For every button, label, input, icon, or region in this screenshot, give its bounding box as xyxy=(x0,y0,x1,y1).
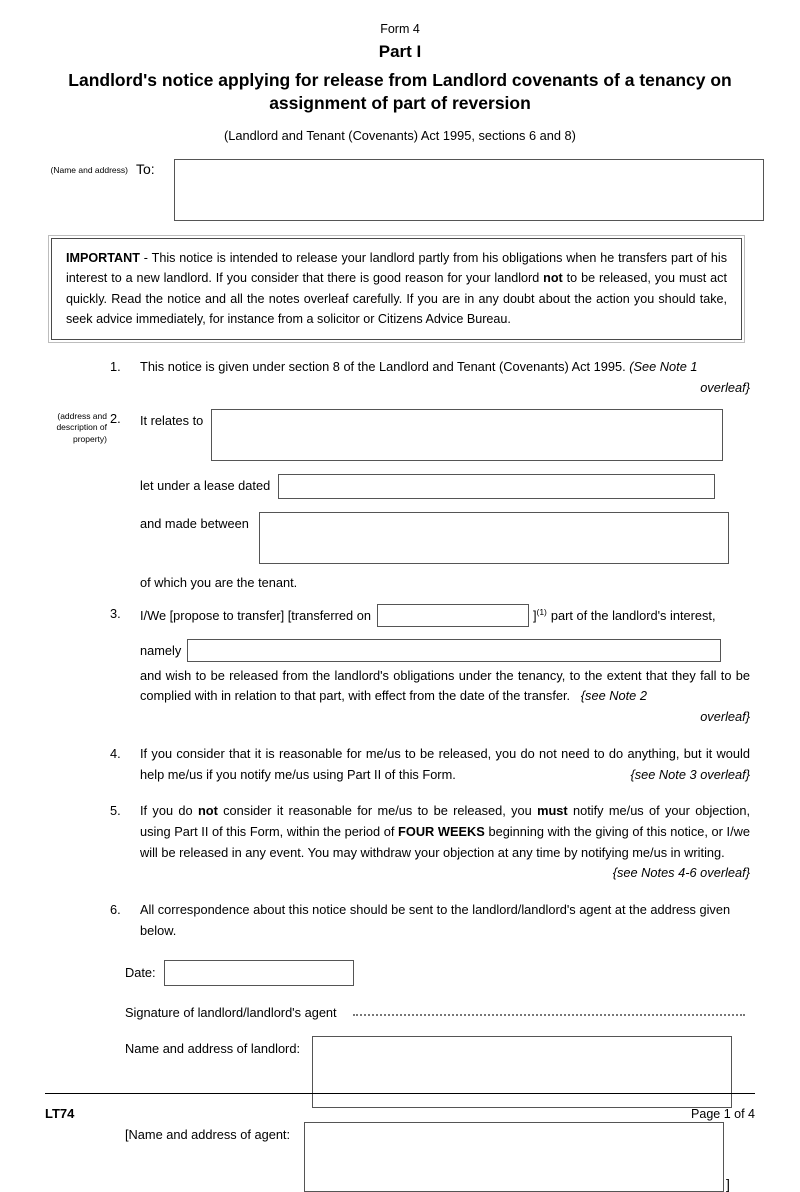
clause-6 xyxy=(0,900,800,941)
recipient-margin-note: (Name and address) xyxy=(50,164,128,175)
signature-field[interactable] xyxy=(353,1000,745,1016)
clause-3-number: 3. xyxy=(110,605,121,621)
clause-1-number: 1. xyxy=(110,359,121,375)
property-description-field[interactable] xyxy=(211,409,723,461)
clause-3-transfer-row xyxy=(140,604,800,627)
clause-2 xyxy=(0,409,800,594)
important-body-1: - This notice is intended to release your landlord partly from his obligations when he transfers part of his interest to a new landlord. If you consider that there is good reason for your landlord xyxy=(66,250,727,286)
transfer-date-field[interactable] xyxy=(377,604,529,627)
clause-5-number: 5. xyxy=(110,803,121,819)
lease-date-field[interactable] xyxy=(278,474,715,499)
recipient-label: To: xyxy=(136,160,155,177)
clause-1-note-overleaf: overleaf} xyxy=(700,380,750,396)
footer-divider xyxy=(45,1093,755,1094)
clause-2-lease-label: let under a lease dated xyxy=(140,477,271,493)
agent-address-label: [Name and address of agent: xyxy=(125,1126,291,1142)
clause-3 xyxy=(0,604,800,728)
clause-4-text: If you consider that it is reasonable for me/us to be released, you do not need to do anything, but it would help me/us if you notify me/us using Part II of this Form. xyxy=(140,745,750,782)
clause-3-lead-text: I/We [propose to transfer] [transferred on xyxy=(140,607,371,623)
recipient-name-address-field[interactable] xyxy=(174,159,764,221)
clause-2-between-row xyxy=(140,512,800,564)
part-label: Part I xyxy=(378,42,422,61)
clause-6-text: All correspondence about this notice should be sent to the landlord/landlord's agent at the address given below. xyxy=(140,902,731,938)
page-footer xyxy=(45,1093,755,1121)
signature-row xyxy=(125,1000,800,1022)
clause-6-number: 6. xyxy=(110,902,121,918)
clause-5-body xyxy=(140,801,800,884)
clause-1-note: (See Note 1 xyxy=(629,359,698,375)
important-notice xyxy=(48,235,745,344)
date-field[interactable] xyxy=(164,960,354,986)
clause-4-body xyxy=(140,744,800,785)
clause-3-text: and wish to be released from the landlord's obligations under the tenancy, to the extent that they fall to be complied with in relation to that part, with effect from the date of the transfer. xyxy=(140,667,750,704)
landlord-address-label: Name and address of landlord: xyxy=(125,1040,300,1056)
clause-5-note: {see Notes 4-6 overleaf} xyxy=(612,865,750,881)
clause-3-note-overleaf: overleaf} xyxy=(700,709,750,725)
important-emphasis-not: not xyxy=(543,271,563,286)
clause-3-text-line xyxy=(140,666,800,707)
lease-parties-field[interactable] xyxy=(259,512,729,564)
clause-4-text-line xyxy=(140,744,750,785)
signature-block xyxy=(0,960,800,1192)
statute-reference: (Landlord and Tenant (Covenants) Act 1995, sections 6 and 8) xyxy=(224,127,576,143)
clause-2-between-label: and made between xyxy=(140,515,249,531)
clause-2-number: 2. xyxy=(110,410,121,426)
clause-5-bold-must: must xyxy=(537,803,568,819)
clause-3-note: {see Note 2 xyxy=(580,688,647,704)
date-row xyxy=(125,960,800,986)
clause-5 xyxy=(0,801,800,884)
clause-3-body xyxy=(140,604,800,728)
clause-4-number: 4. xyxy=(110,745,121,761)
clause-4-note: {see Note 3 overleaf} xyxy=(630,766,750,782)
clause-1 xyxy=(0,357,800,398)
clause-2-lease-row xyxy=(140,474,800,499)
clause-2-body xyxy=(140,409,800,594)
date-label: Date: xyxy=(125,964,156,980)
clause-3-bracket-close: ] xyxy=(532,607,537,623)
transferred-part-field[interactable] xyxy=(187,639,721,662)
clause-2-tenant-line: of which you are the tenant. xyxy=(140,574,298,590)
important-notice-text xyxy=(66,248,727,330)
form-number: Form 4 xyxy=(380,22,420,36)
important-notice-inner xyxy=(51,238,742,341)
form-code: LT74 xyxy=(45,1106,75,1121)
clause-5-bold-not: not xyxy=(197,803,218,819)
clause-5-bold-four-weeks: FOUR WEEKS xyxy=(398,823,485,839)
clause-4 xyxy=(0,744,800,785)
agent-close-bracket: ] xyxy=(726,1175,730,1192)
signature-label: Signature of landlord/landlord's agent xyxy=(125,1004,337,1020)
clause-1-text: This notice is given under section 8 of the Landlord and Tenant (Covenants) Act 1995. xyxy=(140,359,626,375)
clause-1-body xyxy=(140,357,800,398)
agent-address-row xyxy=(125,1122,800,1192)
clause-6-body xyxy=(140,900,800,941)
clause-2-relates-row xyxy=(140,409,800,461)
recipient-row xyxy=(0,159,800,221)
clause-3-namely-label: namely xyxy=(140,642,182,658)
important-heading: IMPORTANT xyxy=(66,250,140,265)
clause-1-text-line xyxy=(140,357,750,378)
clause-3-after-box-text: part of the landlord's interest, xyxy=(550,607,716,623)
form-page xyxy=(0,22,800,1192)
clause-5-seg-4: beginning with the giving of this notice, or I/we will be released in any event. You may withdraw your objection at any time by notifying me/us in writing. xyxy=(140,823,750,860)
clause-5-text-line xyxy=(140,801,751,881)
agent-address-field[interactable] xyxy=(304,1122,724,1192)
important-body-2: to be released, you must act quickly. Read the notice and all the notes overleaf carefully. If you are in any doubt about the action you should take, seek advice immediately, for instance from a solicitor or Citizens Advice Bureau. xyxy=(66,271,727,327)
clause-5-seg-3: notify me/us of your objection, using Part II of this Form, within the period of xyxy=(140,803,751,839)
clause-2-side-note: (address and description of property) xyxy=(56,410,107,444)
page-title: Landlord's notice applying for release from Landlord covenants of a tenancy on assignment of part of reversion xyxy=(68,70,732,114)
footer-content xyxy=(45,1106,755,1121)
clause-5-seg-2: consider it reasonable for me/us to be released, you xyxy=(217,803,538,819)
clause-2-relates-label: It relates to xyxy=(140,412,204,428)
clause-3-superscript-marker: (1) xyxy=(536,606,547,617)
page-number: Page 1 of 4 xyxy=(691,1107,755,1121)
clause-5-seg-1: If you do xyxy=(140,803,198,819)
clause-3-namely-row xyxy=(140,639,800,662)
